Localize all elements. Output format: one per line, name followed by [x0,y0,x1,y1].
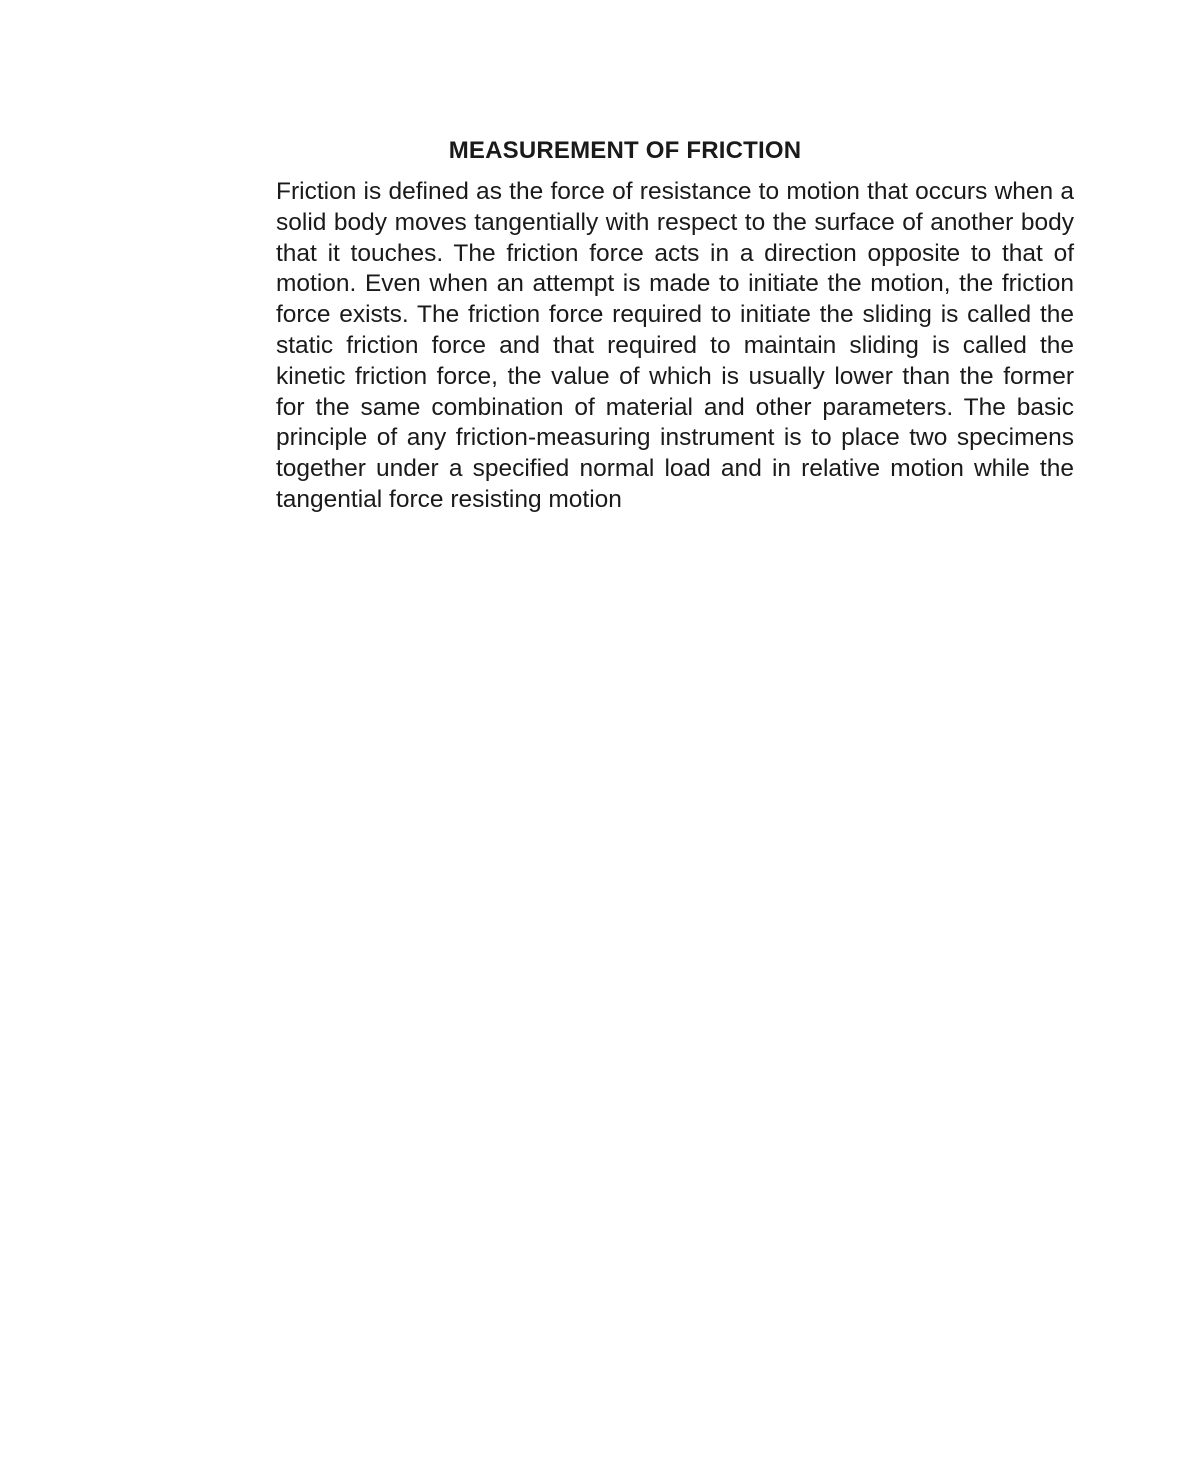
document-title: MEASUREMENT OF FRICTION [448,137,802,164]
document-body-paragraph: Friction is defined as the force of resistance to motion that occurs when a solid body moves tangentially with respect to the surface of another body that it touches. The friction force acts in a direction opposite to that of motion. Even when an attempt is made to initiate the motion, the friction force exists. The friction force required to initiate the sliding is called the static friction force and that required to maintain sliding is called the kinetic friction force, the value of which is usually lower than the former for the same combination of material and other parameters. The basic principle of any friction-measuring instrument is to place two specimens together under a specified normal load and in relative motion while the tangential force resisting motion [276,178,1074,513]
